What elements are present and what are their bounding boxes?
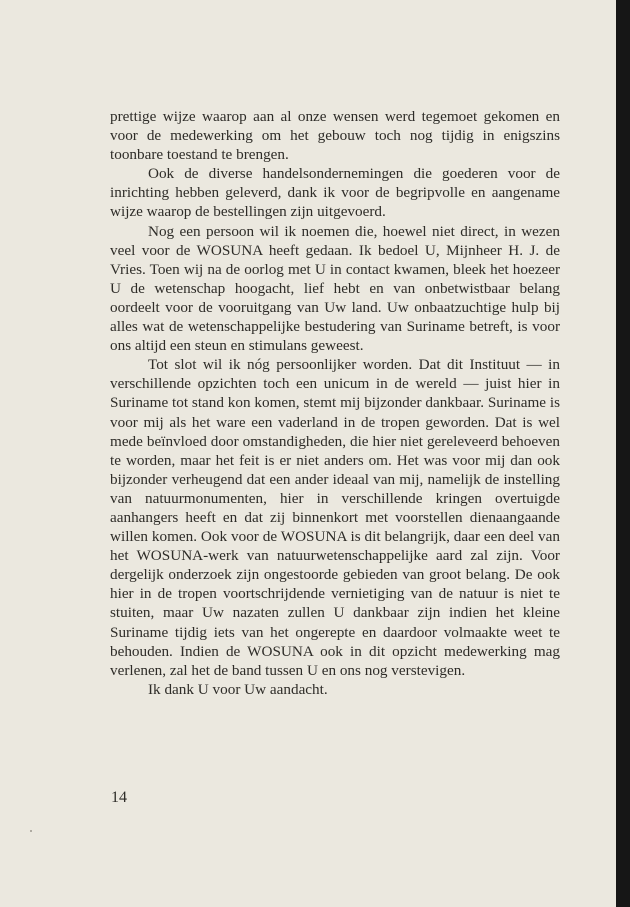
body-text	[110, 107, 560, 699]
paragraph-thanks: Ik dank U voor Uw aandacht.	[148, 680, 328, 698]
paragraph-closing: Tot slot wil ik nóg persoonlijker worden. Dat dit Instituut — in verschillende opzichten toch een unicum in de wereld — juist hier in Suriname tot stand kon komen, stemt mij bijzonder dankbaar. Suriname is voor mij als het ware een vaderland in de tropen geworden. Dat is wel mede beïnvloed door omstandigheden, die hier niet gereleveerd behoeven te worden, maar het feit is er niet anders om. Het was voor mij dan ook bijzonder verheugend dat een ander ideaal van mij, namelijk de instelling van natuurmonumenten, hier in verschillende kringen overtuigde aanhangers heeft en dat zij binnenkort met voorstellen dienaangaande willen komen. Ook voor de WOSUNA is dit belangrijk, daar een deel van het WOSUNA-werk van natuurwetenschappelijke aard zal zijn. Voor dergelijk onderzoek zijn ongestoorde gebieden van groot belang. De ook hier in de tropen voortschrijdende vernietiging van de natuur is niet te stuiten, maar Uw nazaten zullen U dankbaar zijn indien het kleine Suriname tijdig iets van het ongerepte en daardoor volmaakte weet te behouden. Indien de WOSUNA ook in dit opzicht medewerking mag verlenen, zal het de band tussen U en ons nog verstevigen.	[110, 356, 560, 679]
paper-speck	[30, 830, 32, 832]
paragraph-suppliers: Ook de diverse handelsondernemingen die goederen voor de inrichting hebben geleverd, dank ik voor de begripvolle en aangename wijze waarop de bestellingen zijn uitgevoerd.	[110, 165, 560, 221]
paragraph-de-vries: Nog een persoon wil ik noemen die, hoewel niet direct, in wezen veel voor de WOSUNA heeft gedaan. Ik bedoel U, Mijnheer H. J. de Vries. Toen wij na de oorlog met U in contact kwamen, bleek het hoezeer U de wetenschap hoogacht, lief hebt en van onbetwistbaar belang oordeelt voor de vooruitgang van Uw land. Uw onbaatzuchtige hulp bij alles wat de wetenschappelijke bestudering van Suriname betreft, is voor ons altijd een steun en stimulans geweest.	[110, 222, 560, 355]
paragraph-continuation: prettige wijze waarop aan al onze wensen werd tegemoet gekomen en voor de medewerking om het gebouw toch nog tijdig in enigszins toonbare toestand te brengen.	[110, 108, 560, 164]
scan-dark-edge	[616, 0, 630, 907]
page-number: 14	[111, 789, 127, 806]
